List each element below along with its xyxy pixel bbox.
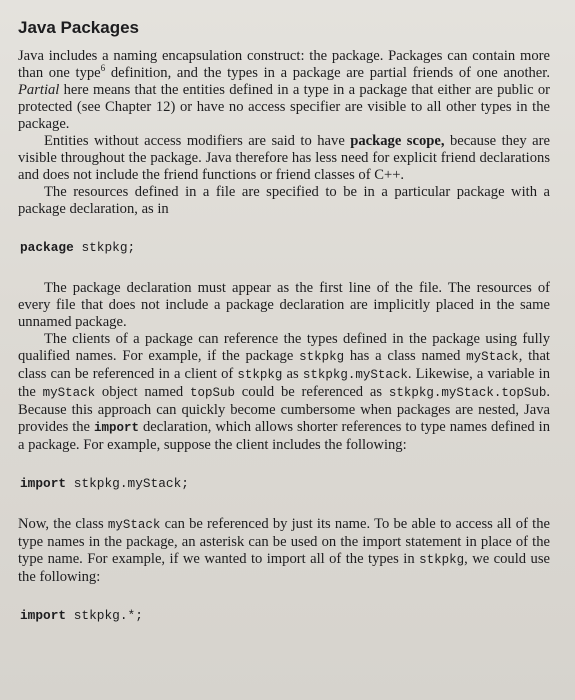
text-run: could be referenced as xyxy=(235,384,389,400)
text-run: . Because this approach can quickly become cumbersome when packages are nested, Java provides the xyxy=(18,384,550,435)
inline-code: stkpkg.myStack xyxy=(302,368,408,382)
paragraph-4: The package declaration must appear as the first line of the file. The resources of every file that does not include a package declaration are implicitly placed in the same unnamed package. xyxy=(18,280,550,330)
text-run: Now, the class xyxy=(18,516,108,532)
text-run: , we could use the following: xyxy=(18,551,550,585)
inline-code: myStack xyxy=(42,386,96,400)
text-run: Entities without access modifiers are said to have xyxy=(44,133,351,149)
inline-code: myStack xyxy=(107,518,161,532)
code-keyword: import xyxy=(20,476,67,491)
text-run: as xyxy=(282,366,303,382)
text-run: definition, and the types in a package are partial friends of one another. xyxy=(105,65,550,81)
paragraph-2 xyxy=(18,133,550,184)
text-run: has a class named xyxy=(344,348,467,364)
page-content xyxy=(18,18,550,648)
code-text: stkpkg; xyxy=(73,240,136,255)
text-run: Java includes a naming encapsulation construct: the package. Packages can contain more than one type xyxy=(18,48,550,81)
code-keyword: package xyxy=(20,240,74,255)
code-text: stkpkg.myStack; xyxy=(66,476,189,491)
inline-code: stkpkg xyxy=(299,350,345,364)
paragraph-1 xyxy=(18,48,550,133)
italic-term: Partial xyxy=(18,82,60,98)
code-block-package xyxy=(20,240,550,256)
text-run: declaration, which allows shorter references to type names defined in a package. For example, suppose the client includes the following: xyxy=(18,419,551,453)
code-block-import-all xyxy=(20,608,550,624)
code-block-import-class xyxy=(20,476,550,492)
text-run: because they are visible throughout the package. Java therefore has less need for explicit friend declarations and does not include the friend functions or friend classes of C++. xyxy=(18,133,550,183)
text-run: The clients of a package can reference the types defined in the package using fully qualified names. For example, if the package xyxy=(18,331,550,364)
inline-code: stkpkg xyxy=(419,553,465,567)
footnote-marker: 6 xyxy=(100,63,106,74)
section-title: Java Packages xyxy=(18,18,139,37)
paragraph-5 xyxy=(18,331,550,454)
code-text: stkpkg.*; xyxy=(66,608,143,623)
text-run: , that class can be referenced in a client of xyxy=(18,348,550,382)
inline-code: myStack xyxy=(466,350,519,364)
inline-code-keyword: import xyxy=(93,421,139,435)
text-run: object named xyxy=(95,384,191,400)
bold-term: package scope, xyxy=(350,133,445,149)
inline-code: topSub xyxy=(190,386,236,400)
paragraph-6 xyxy=(18,516,550,586)
text-run: can be referenced by just its name. To be able to access all of the type names in the package, an asterisk can be used on the import statement in place of the type name. For example, if we wanted to import all of the types in xyxy=(18,516,550,567)
text-run: . Likewise, a variable in the xyxy=(18,366,550,400)
inline-code: stkpkg.myStack.topSub xyxy=(388,386,547,400)
inline-code: stkpkg xyxy=(237,368,283,382)
paragraph-3: The resources defined in a file are specified to be in a particular package with a package declaration, as in xyxy=(18,184,550,217)
text-run: here means that the entities defined in a type in a package that either are public or protected (see Chapter 12) or have no access specifier are visible to all other types in the package. xyxy=(18,82,550,132)
code-keyword: import xyxy=(20,608,67,623)
